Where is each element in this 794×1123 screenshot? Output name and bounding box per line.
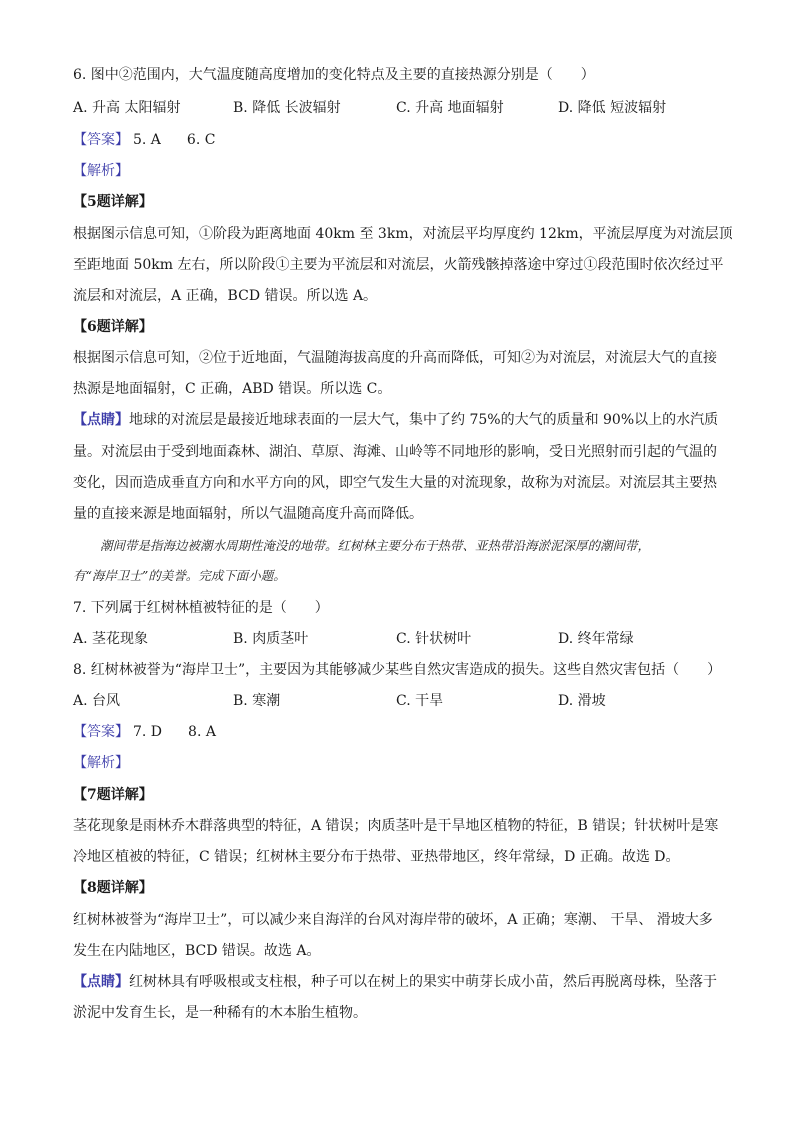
tip-1-line: 量的直接来源是地面辐射，所以气温随高度升高而降低。 [73,506,423,522]
tip-1-line: 量。对流层由于受到地面森林、湖泊、草原、海滩、山岭等不同地形的影响，受日光照射而引起的气温的 [73,444,717,460]
answer-block-1 [73,131,215,149]
tip-1-text: 地球的对流层是最接近地球表面的一层大气，集中了约 75%的大气的质量和 90%以上的水汽质 [129,412,719,428]
tip-block-1-line [73,411,718,429]
answer-5: 5. A [133,132,161,148]
analysis-tag-1: 【解析】 [73,163,129,179]
answer-8: 8. A [188,724,216,740]
tip-block-2-line [73,973,717,991]
detail-8-heading: 【8题详解】 [73,880,153,896]
q6-option-c: C. 升高 地面辐射 [396,100,504,116]
tip-2-text: 红树林具有呼吸根或支柱根，种子可以在树上的果实中萌芽长成小苗，然后再脱离母株，坠落于 [129,974,717,990]
answer-7: 7. D [133,724,163,740]
detail-6-heading: 【6题详解】 [73,319,153,335]
detail-5-line: 根据图示信息可知，①阶段为距离地面 40km 至 3km，对流层平均厚度约 12km，平流层厚度为对流层顶 [73,226,733,242]
detail-8-line: 发生在内陆地区，BCD 错误。故选 A。 [73,943,321,959]
detail-7-heading: 【7题详解】 [73,787,153,803]
q7-option-b: B. 肉质茎叶 [233,631,309,647]
detail-8-line: 红树林被誉为“海岸卫士”，可以减少来自海洋的台风对海岸带的破坏，A 正确；寒潮、 干旱、 滑坡大多 [73,912,713,928]
detail-6-line: 热源是地面辐射，C 正确，ABD 错误。所以选 C。 [73,381,392,397]
passage-line: 潮间带是指海边被潮水周期性淹没的地带。红树林主要分布于热带、亚热带沿海淤泥深厚的潮间带， [100,538,651,553]
question-7-stem: 7. 下列属于红树林植被特征的是（ ） [73,600,329,616]
passage-line: 有“海岸卫士”的美誉。完成下面小题。 [73,568,286,583]
q8-option-d: D. 滑坡 [558,693,606,709]
q6-option-a: A. 升高 太阳辐射 [73,100,181,116]
q6-option-d: D. 降低 短波辐射 [558,100,667,116]
detail-7-line: 冷地区植被的特征，C 错误；红树林主要分布于热带、亚热带地区，终年常绿，D 正确。故选 D。 [73,849,680,865]
answer-block-2 [73,723,216,741]
question-8-stem: 8. 红树林被誉为“海岸卫士”，主要因为其能够减少某些自然灾害造成的损失。这些自然灾害包括（ ） [73,662,722,678]
detail-5-line: 流层和对流层，A 正确，BCD 错误。所以选 A。 [73,288,378,304]
tip-1-line: 变化，因而造成垂直方向和水平方向的风，即空气发生大量的对流现象，故称为对流层。对流层其主要热 [73,475,717,491]
q7-option-a: A. 茎花现象 [73,631,149,647]
q7-option-c: C. 针状树叶 [396,631,472,647]
detail-5-heading: 【5题详解】 [73,194,153,210]
detail-7-line: 茎花现象是雨林乔木群落典型的特征，A 错误；肉质茎叶是干旱地区植物的特征，B 错误；针状树叶是寒 [73,818,719,834]
question-6-stem: 6. 图中②范围内，大气温度随高度增加的变化特点及主要的直接热源分别是（ ） [73,67,595,83]
q8-option-b: B. 寒潮 [233,693,281,709]
detail-6-line: 根据图示信息可知，②位于近地面，气温随海拔高度的升高而降低，可知②为对流层，对流层大气的直接 [73,350,717,366]
detail-5-line: 至距地面 50km 左右，所以阶段①主要为平流层和对流层，火箭残骸掉落途中穿过①段范围时依次经过平 [73,257,724,273]
q8-option-a: A. 台风 [73,693,121,709]
q6-option-b: B. 降低 长波辐射 [233,100,341,116]
q7-option-d: D. 终年常绿 [558,631,634,647]
tip-tag: 【点睛】 [73,974,129,990]
analysis-tag-2: 【解析】 [73,755,129,771]
answer-tag: 【答案】 [73,132,129,148]
tip-2-line: 淤泥中发育生长，是一种稀有的木本胎生植物。 [73,1005,367,1021]
answer-tag: 【答案】 [73,724,129,740]
tip-tag: 【点睛】 [73,412,129,428]
answer-6: 6. C [186,132,216,148]
q8-option-c: C. 干旱 [396,693,444,709]
